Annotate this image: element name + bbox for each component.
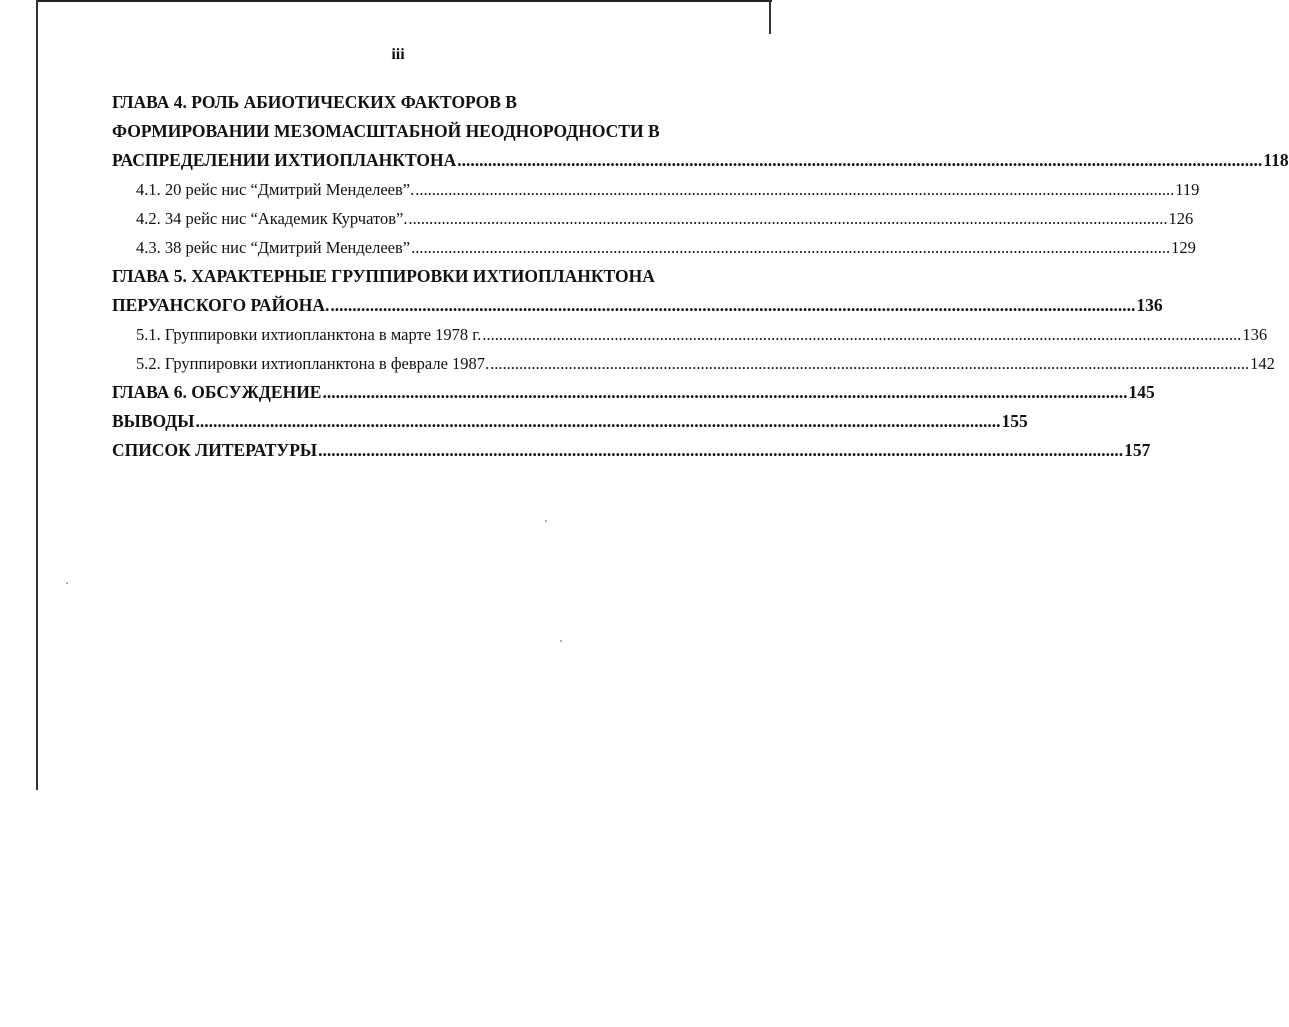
dot-leader: ........................................................................................................................................................................................ [408,209,1168,228]
dot-leader: ........................................................................................................................................................................................ [330,295,1136,315]
section-4-3-page: 129 [1171,238,1196,257]
toc-entry-conclusions[interactable] [112,407,1028,436]
dot-leader: ........................................................................................................................................................................................ [490,354,1250,373]
section-4-1-page: 119 [1175,180,1200,199]
section-5-2-page: 142 [1250,354,1275,373]
chapter4-title-line1: ГЛАВА 4. РОЛЬ АБИОТИЧЕСКИХ ФАКТОРОВ В [112,92,517,112]
scan-border-right [769,0,771,34]
section-4-2-page: 126 [1168,209,1194,228]
dot-leader: ........................................................................................................................................................................................ [415,180,1175,199]
section-4-2-title: 4.2. 34 рейс нис “Академик Курчатов”. [136,209,408,228]
scan-speck [66,582,68,584]
chapter4-title-line3: РАСПРЕДЕЛЕНИИ ИХТИОПЛАНКТОНА [112,150,457,170]
section-5-1-page: 136 [1242,325,1268,344]
toc-entry-section-5-1[interactable] [112,320,1268,349]
conclusions-title: ВЫВОДЫ [112,411,195,431]
chapter5-title-line2: ПЕРУАНСКОГО РАЙОНА. [112,295,330,315]
toc-entry-chapter6[interactable] [112,378,1155,407]
chapter6-title: ГЛАВА 6. ОБСУЖДЕНИЕ [112,382,322,402]
section-5-1-title: 5.1. Группировки ихтиопланктона в марте 1978 г. [136,325,482,344]
conclusions-page: 155 [1001,411,1028,431]
dot-leader: ........................................................................................................................................................................................ [457,150,1263,170]
toc-entry-section-5-2[interactable] [112,349,1275,378]
scan-speck [560,640,562,642]
chapter6-page: 145 [1128,382,1155,402]
dot-leader: ........................................................................................................................................................................................ [482,325,1242,344]
section-4-1-title: 4.1. 20 рейс нис “Дмитрий Менделеев”. [136,180,415,199]
toc-entry-section-4-1[interactable] [112,175,1200,204]
references-title: СПИСОК ЛИТЕРАТУРЫ [112,440,318,460]
scan-border-left [36,0,38,790]
chapter5-title-line1: ГЛАВА 5. ХАРАКТЕРНЫЕ ГРУППИРОВКИ ИХТИОПЛАНКТОНА [112,266,655,286]
dot-leader: ........................................................................................................................................................................................ [195,411,1001,431]
section-5-2-title: 5.2. Группировки ихтиопланктона в феврале 1987. [136,354,490,373]
dot-leader: ........................................................................................................................................................................................ [411,238,1171,257]
dot-leader: ........................................................................................................................................................................................ [322,382,1128,402]
chapter5-page: 136 [1136,295,1163,315]
toc-entry-section-4-2[interactable] [112,204,1194,233]
chapter4-title-line2: ФОРМИРОВАНИИ МЕЗОМАСШТАБНОЙ НЕОДНОРОДНОСТИ В [112,121,660,141]
table-of-contents [112,88,1289,465]
dot-leader: ........................................................................................................................................................................................ [318,440,1124,460]
toc-entry-references[interactable] [112,436,1151,465]
toc-entry-section-4-3[interactable] [112,233,1196,262]
scan-border-top [36,0,772,2]
section-4-3-title: 4.3. 38 рейс нис “Дмитрий Менделеев” [136,238,411,257]
references-page: 157 [1124,440,1151,460]
chapter4-page: 118 [1263,150,1289,170]
page-number: iii [391,46,405,63]
scan-speck [545,520,547,522]
toc-entry-chapter5[interactable] [112,291,1163,320]
toc-entry-chapter4[interactable] [112,146,1289,175]
